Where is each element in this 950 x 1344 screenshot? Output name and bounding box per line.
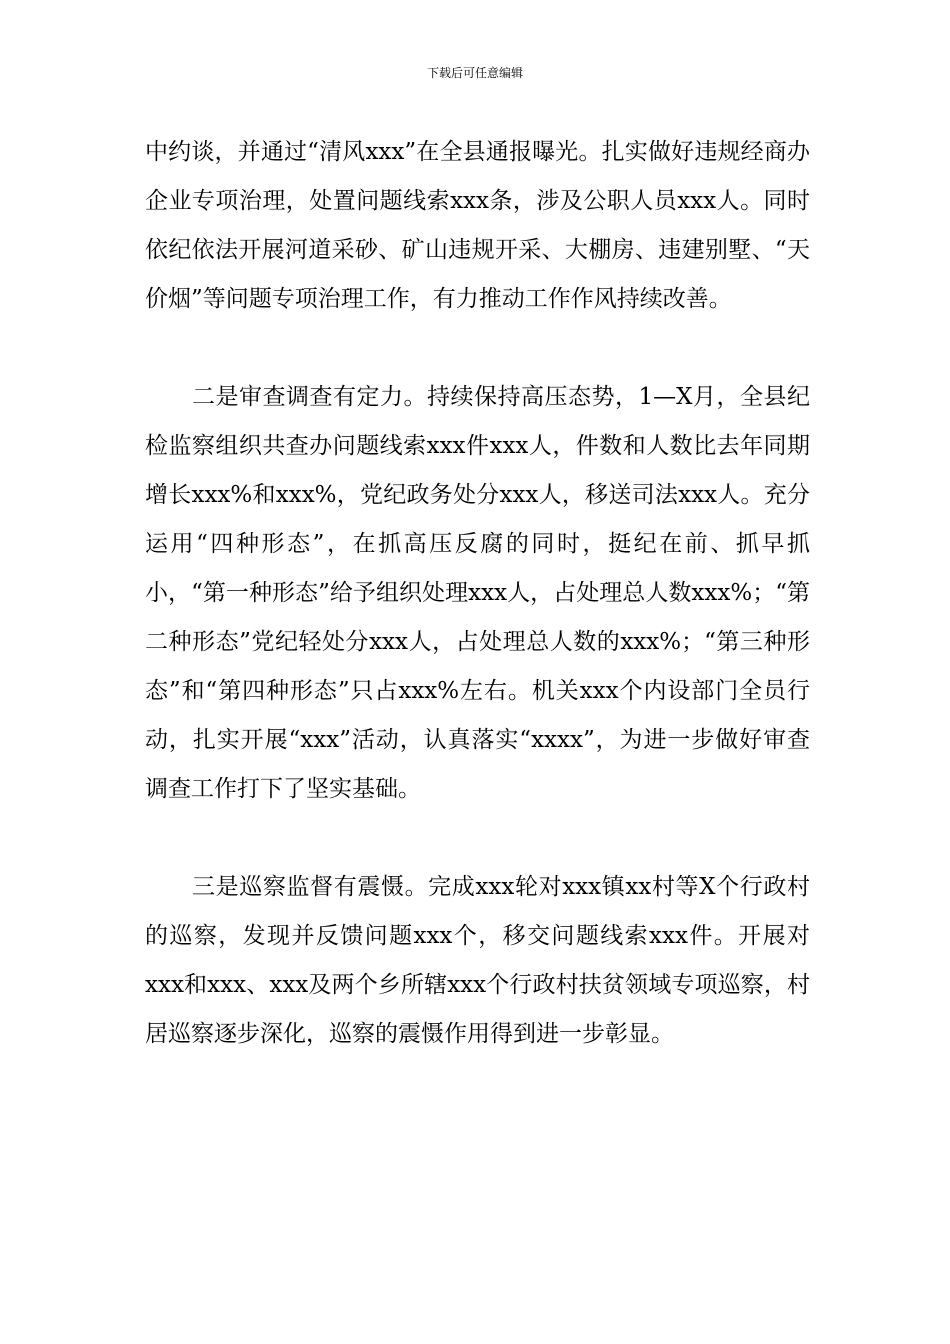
paragraph-continuation: 中约谈，并通过“清风xxx”在全县通报曝光。扎实做好违规经商办企业专项治理，处置问题线索xxx条，涉及公职人员xxx人。同时依纪依法开展河道采砂、矿山违规开采、大棚房、违建别墅、“天价烟”等问题专项治理工作，有力推动工作作风持续改善。	[145, 139, 810, 312]
paragraph-gap	[145, 324, 810, 373]
document-body	[145, 128, 810, 1059]
paragraph-gap	[145, 814, 810, 863]
paragraph-review-investigation: 二是审查调查有定力。持续保持高压态势，1—X月，全县纪检监察组织共查办问题线索xxx件xxx人，件数和人数比去年同期增长xxx%和xxx%，党纪政务处分xxx人，移送司法xxx人。充分运用“四种形态”，在抓高压反腐的同时，挺纪在前、抓早抓小，“第一种形态”给予组织处理xxx人，占处理总人数xxx%；“第二种形态”党纪轻处分xxx人，占处理总人数的xxx%；“第三种形态”和“第四种形态”只占xxx%左右。机关xxx个内设部门全员行动，扎实开展“xxx”活动，认真落实“xxxx”，为进一步做好审查调查工作打下了坚实基础。	[145, 384, 810, 802]
paragraph-inspection-supervision: 三是巡察监督有震慑。完成xxx轮对xxx镇xx村等X个行政村的巡察，发现并反馈问题xxx个，移交问题线索xxx件。开展对xxx和xxx、xxx及两个乡所辖xxx个行政村扶贫领域专项巡察，村居巡察逐步深化，巡察的震慑作用得到进一步彰显。	[145, 874, 810, 1047]
page-header-note: 下载后可任意编辑	[426, 66, 523, 80]
